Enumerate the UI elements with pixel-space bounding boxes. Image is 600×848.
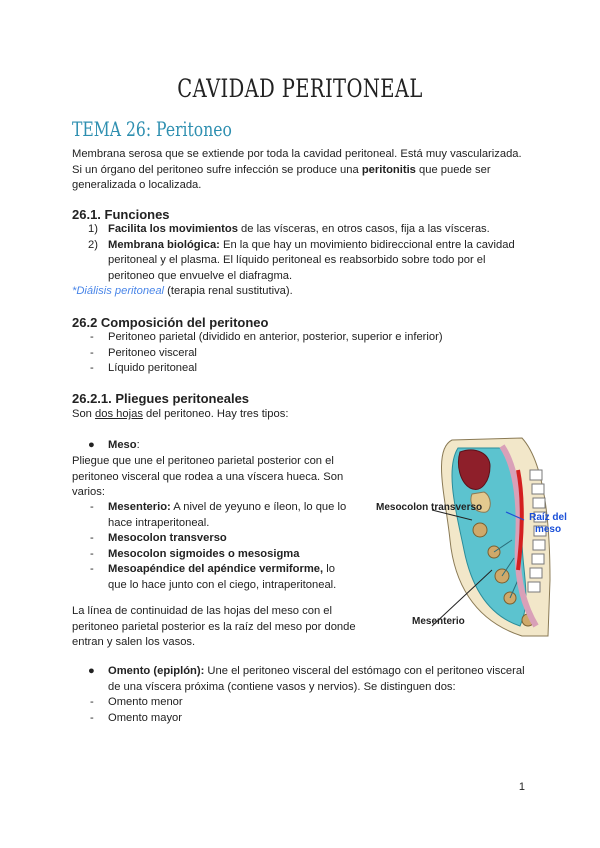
list-item: - Mesenterio: A nivel de yeyuno e íleon, lo que lo hace intraperitoneal.	[90, 501, 347, 529]
continuity-paragraph: La línea de continuidad de las hojas del meso con el peritoneo parietal posterior es la raíz del meso por donde entran y salen los vasos.	[72, 605, 356, 648]
list-item: - Líquido peritoneal	[90, 362, 197, 374]
label-mesocolon-transverso: Mesocolon transverso	[376, 502, 483, 513]
list-item: - Mesocolon sigmoides o mesosigma	[90, 547, 300, 560]
dialisis-link[interactable]: *Diálisis peritoneal	[72, 285, 165, 297]
list-item: 2) Membrana biológica: En la que hay un movimiento bidireccional entre la cavidad peritoneal y el plasma. El líquido peritoneal es reabsorbido sobre todo por el peritoneo que envuelve el diafragma.	[88, 238, 515, 282]
omento-bullet: ● Omento (epiplón): Une el peritoneo visceral del estómago con el peritoneo visceral de una víscera próxima (contiene vasos y nervios). Se distinguen dos:	[88, 665, 525, 693]
heading-pliegues: 26.2.1. Pliegues peritoneales	[72, 391, 250, 406]
list-item: 1) Facilita los movimientos de las vísceras, en otros casos, fija a las vísceras.	[88, 223, 490, 235]
label-raiz-del-meso: Raíz del meso	[529, 512, 567, 535]
meso-description: Pliegue que une el peritoneo parietal posterior con el peritoneo visceral que rodea a una víscera hueca. Son varios:	[72, 455, 344, 498]
peritoneum-illustration	[372, 430, 572, 644]
omento-list	[88, 695, 183, 726]
list-item: - Mesocolon transverso	[90, 532, 227, 544]
intro-line: Membrana serosa que se extiende por toda la cavidad peritoneal. Está muy vascularizada.	[72, 148, 522, 160]
dialysis-note: *Diálisis peritoneal (terapia renal sustitutiva).	[72, 285, 293, 297]
page-number: 1	[518, 781, 525, 793]
list-item: - Omento mayor	[90, 711, 182, 724]
section-title: TEMA 26: Peritoneo	[72, 117, 232, 141]
intro-paragraph	[72, 147, 532, 194]
peritoneum-diagram	[372, 430, 572, 644]
list-item: - Mesoapéndice del apéndice vermiforme, lo que lo hace junto con el ciego, intraperitoneal.	[90, 563, 337, 591]
list-item: - Peritoneo visceral	[90, 346, 197, 359]
intro-line: generalizada o localizada.	[72, 179, 202, 191]
label-mesenterio: Mesenterio	[412, 616, 465, 627]
funciones-list	[88, 222, 528, 284]
pliegues-intro: Son dos hojas del peritoneo. Hay tres tipos:	[72, 408, 289, 420]
heading-composicion: 26.2 Composición del peritoneo	[72, 315, 269, 330]
intro-line: Si un órgano del peritoneo sufre infección se produce una peritonitis que puede ser	[72, 163, 491, 176]
list-item: - Peritoneo parietal (dividido en anterior, posterior, superior e inferior)	[90, 331, 443, 343]
meso-bullet: ● Meso:	[88, 439, 140, 451]
meso-list	[88, 500, 350, 593]
heading-funciones: 26.1. Funciones	[72, 207, 170, 222]
composicion-list	[88, 330, 443, 377]
document-title: CAVIDAD PERITONEAL	[177, 74, 423, 103]
list-item: - Omento menor	[90, 696, 183, 708]
